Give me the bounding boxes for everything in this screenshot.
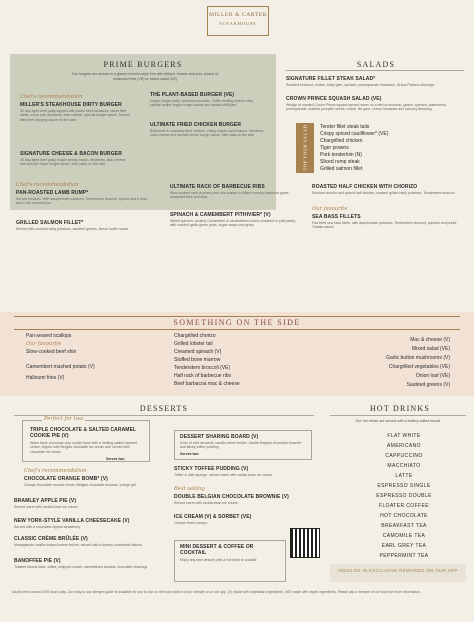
salads-title: SALADS [356,60,396,69]
side-item: Mac & cheese (V) [410,337,450,343]
burger-item-name: THE PLANT-BASED BURGER (VE) [150,92,235,98]
burgers-title: PRIME BURGERS [103,60,183,69]
side-item: Grilled lobster tail [174,341,213,347]
dessert-item-desc: Served warm with vanilla bean ice cream [174,501,238,505]
dessert-item-desc: Served warm with vanilla bean ice cream [14,505,78,509]
salad-topping: Pork tenderloin (N) [320,152,362,158]
app-qr-code[interactable] [290,528,320,558]
perfect-for-two-label: Perfect for two [44,416,84,422]
grill-label: Our favourite [312,206,348,212]
top-your-salad-label: TOP YOUR SALAD [302,124,308,171]
salad-item-name: CROWN PRINCE SQUASH SALAD (VE) [286,96,382,102]
grill-item-name: GRILLED SALMON FILLET* [16,220,84,226]
side-item: Pan-seared scallops [26,333,72,339]
drink-item: PEPPERMINT TEA [379,553,429,559]
dessert-item-name: NEW YORK-STYLE VANILLA CHEESECAKE (V) [14,518,130,524]
burgers-chef-rec: Chef's recommendation [20,94,83,100]
salad-item-name: SIGNATURE FILLET STEAK SALAD* [286,76,376,82]
dessert-item-desc: Toasted biscuit base, toffee, whipped cream, caramelised banana, chocolate shavings [14,565,148,569]
drink-item: BREAKFAST TEA [381,523,427,529]
grill-item-name: PAN-ROASTED LAMB RUMP* [16,190,89,196]
top-your-salad-tab [296,123,314,173]
side-item: Creamed spinach (V) [174,349,222,355]
dessert-item-desc: Enjoy any mini dessert with a hot drink or cocktail [180,558,257,562]
hot-drinks-intro: Our hot drinks are served with a buttery salted biscuit [355,419,441,423]
burgers-intro: Our burgers are served in a glazed brioche-style bun with lettuce, tomato and your choice of seasoned fries (VE) or mixed salad (VE) [71,72,219,81]
side-item: Half rack of barbecue ribs [174,373,231,379]
drink-item: CAMOMILE TEA [382,533,426,539]
side-item: Sautéed greens (V) [406,382,450,388]
dessert-item-name: BANOFFEE PIE (V) [14,558,61,564]
grill-item-desc: Served medium. With dauphinoise potatoes, Tenderstem broccoli, spiced pea & mint and a rich red wine jus [16,197,147,206]
drink-item: ESPRESSO DOUBLE [376,493,432,499]
salad-topping: Grilled salmon fillet [320,166,363,172]
salad-topping: Tender fillet steak tails [320,124,370,130]
drink-item: LATTE [395,473,413,479]
drink-item: FLAT WHITE [387,433,421,439]
dessert-item-name: CLASSIC CRÈME BRÛLÉE (V) [14,536,88,542]
side-item: Chargrilled vegetables (VE) [388,364,450,370]
desserts-chef-rec: Chef's recommendation [24,468,87,474]
drink-item: EARL GREY TEA [381,543,427,549]
salad-topping: Chargrilled chicken [320,138,363,144]
grill-item-name: SPINACH & CAMEMBERT PITHIVIER* (V) [170,212,271,218]
salad-topping: Crispy spiced cauliflower* (VE) [320,131,389,137]
side-item: Garlic button mushrooms (V) [386,355,450,361]
side-item: Halloumi fries (V) [26,375,65,381]
salad-topping: Tiger prawns [320,145,349,151]
salads-rule [286,70,464,71]
grill-item-desc: Pan-fried sea bass fillets, with dauphinoise potatoes, Tenderstem broccoli, spinach and purée, Tomato sauce [312,221,458,230]
side-item: Beef barbacoa mac & cheese [174,381,240,387]
dessert-item-name: BRAMLEY APPLE PIE (V) [14,498,77,504]
salad-item-desc: Wedge of roasted Crown Prince squash served warm on a bed of avocado, grains, spinach, watercress, pomegranate, toasted pumpkin seeds, rocket, lite gem, cherry tomatoes and savoury dressing [286,103,447,112]
best-selling-label: Best selling [174,486,205,492]
dessert-item-name: DOUBLE BELGIAN CHOCOLATE BROWNIE (V) [174,494,289,500]
burger-item-name: SIGNATURE CHEESE & BACON BURGER [20,151,122,157]
drink-item: CAPPUCCINO [385,453,423,459]
burger-item-desc: Buttermilk & rosemary fried chicken, crispy maple-cured bacon, Monterey Jack cheese and special recipe burger sauce, with slaw on the side [150,129,264,138]
burger-item-desc: Vegan burger patty, smashed avocado, Violife melting mature slice, special recipe vegan burger sauce and tomato chilli jam [150,99,255,108]
dessert-item-desc: A trio of mini desserts: vanilla crème brûlée, double Belgian chocolate brownie and sticky toffee pudding [180,441,302,450]
side-item: Camembert mashed potato (V) [26,364,95,370]
footer-allergen-note: Adults need around 2000 kcal a day. Our easy to use allergen guide is available for you to use on the food section of our website or on our app. (V) made with vegetarian ingredients, (VE) made with vegan ingredients. Please ask a member of our team for more information. [12,590,421,594]
brand-name: MILLER & CARTER [209,12,267,18]
dessert-item-desc: Served with a chocolate-dipped strawberry [14,525,81,529]
desserts-title: DESSERTS [139,404,189,413]
dessert-serves: Serves two [106,457,125,461]
hot-drinks-rule [330,415,466,416]
dessert-item-name: MINI DESSERT & COFFEE OR COCKTAIL [180,544,254,556]
dessert-item-name: STICKY TOFFEE PUDDING (V) [174,466,249,472]
app-rewards-panel[interactable] [330,564,466,582]
side-item: Stuffed bone marrow [174,357,221,363]
dessert-item-desc: Toffee & date sponge, served warm with vanilla bean ice cream [174,473,272,477]
drink-item: MACCHIATO [387,463,421,469]
dessert-item-desc: Orange chocolate mousse bomb, Belgian chocolate mousse, orange gel [24,483,136,487]
hot-drinks-title: HOT DRINKS [369,404,431,413]
dessert-item-name: TRIPLE CHOCOLATE & SALTED CARAMEL COOKIE PIE (V) [30,427,137,439]
burger-item-desc: 30 day aged beef patty topped with pulled beef barbacoa, sliced fillet steak, onion loaf, Monterey Jack cheese, special burger sauce. Served with beef dripping sauce on the side [20,109,130,122]
dessert-item-name: ICE CREAM (V) & SORBET (VE) [174,514,252,520]
grill-item-name: ROASTED HALF CHICKEN WITH CHORIZO [312,184,418,190]
side-item: Chargrilled chorizo [174,333,216,339]
grill-item-desc: Slow-cooked rack of prime pork ribs coated in Miller's smoky barbecue glaze, seasoned fries and slaw [170,191,290,200]
side-item: Onion loaf (VE) [415,373,450,379]
salad-item-desc: Roasted beetroot, endive, baby gem, spinach, pomegranate molasses, Grana Padano shavings [286,83,435,87]
grill-item-desc: Wilted spinach, creamy Camembert & caramelised onions encased in puff pastry, with roasted garlic green peas, sugar snaps and gravy [170,219,296,228]
side-item: Mixed salad (VE) [411,346,450,352]
side-item: Slow-cooked beef shin [26,349,77,355]
dessert-item-desc: Madagascan vanilla-infused crème brûlée, served with a buttery shortbread biscuit [14,543,142,547]
app-rewards-text: INDULGE IN EXCLUSIVE REWARDS ON OUR APP [338,568,458,573]
burger-item-name: MILLER'S STEAKHOUSE DIRTY BURGER [20,102,122,108]
drink-item: AMERICANO [387,443,421,449]
dessert-serves: Serves two [180,452,199,456]
dessert-item-name: DESSERT SHARING BOARD (V) [180,434,259,440]
burger-item-name: ULTIMATE FRIED CHICKEN BURGER [150,122,242,128]
side-label: Our favourite [26,341,62,347]
salad-topping: Sliced rump steak [320,159,360,165]
grill-item-name: SEA BASS FILLETS [312,214,361,220]
dessert-item-name: CHOCOLATE ORANGE BOMB* (V) [24,476,108,482]
grill-item-desc: Served with crushed baby potatoes, sautéed greens, lemon butter sauce [16,227,129,231]
drink-item: ESPRESSO SINGLE [377,483,431,489]
grill-label: Chef's recommendation [16,182,79,188]
side-item: Tenderstem broccoli (VE) [174,365,231,371]
brand-logo [207,6,269,36]
drink-item: HOT CHOCOLATE [380,513,428,519]
dessert-item-desc: Warm triple chocolate chip cookie base with a melting salted caramel centre, topped with Belgian chocolate ice cream and served with chocolate ice cream [30,441,137,454]
burger-item-desc: 30 day aged beef patty, maple smoky bacon, Monterey Jack cheese and special recipe burger sauce, with onion on the side [20,158,126,167]
grill-item-name: ULTIMATE RACK OF BARBECUE RIBS [170,184,265,190]
dessert-item-desc: Choose three scoops [174,521,208,525]
brand-subtitle: STEAKHOUSE [219,21,257,26]
grill-item-desc: Smoked chorizo and spiced half chicken, roasted grilled baby potatoes, Tenderstem broccoli [312,191,455,195]
drink-item: FLOATER COFFEE [379,503,429,509]
sides-title: SOMETHING ON THE SIDE [14,316,460,330]
